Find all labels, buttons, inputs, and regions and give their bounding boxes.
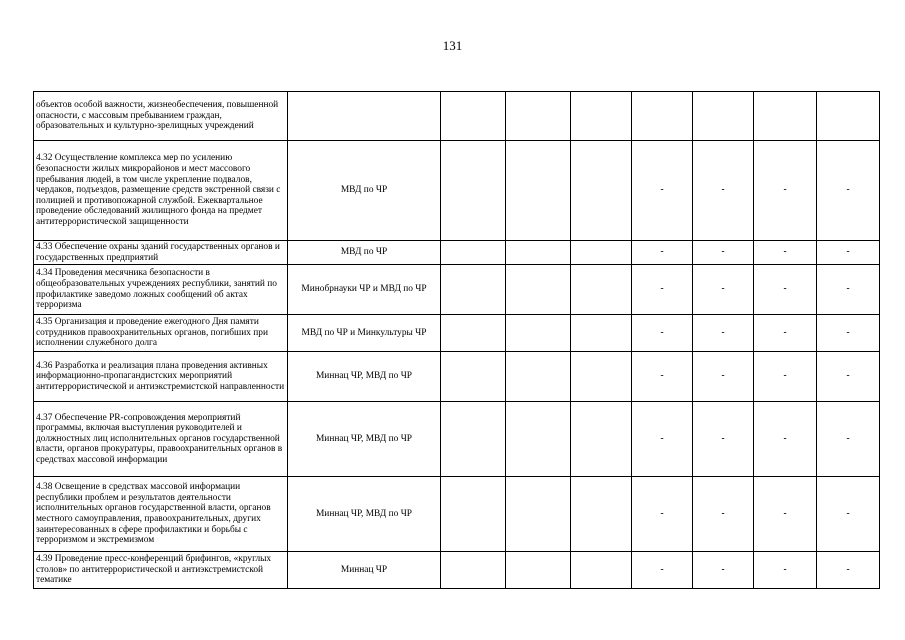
value-cell: - [632,552,693,589]
table-row [34,552,880,589]
value-cell [441,265,506,315]
executor-cell: МВД по ЧР [288,241,441,265]
value-cell: - [693,315,754,352]
value-cell [693,92,754,141]
value-cell [571,241,632,265]
value-cell: - [693,552,754,589]
value-cell [441,141,506,241]
value-cell [441,315,506,352]
value-cell [571,552,632,589]
value-cell: - [632,141,693,241]
value-cell [506,477,571,552]
page-number: 131 [442,38,463,53]
value-cell: - [693,477,754,552]
value-cell [571,265,632,315]
table-row [34,265,880,315]
value-cell [571,141,632,241]
value-cell [632,92,693,141]
value-cell: - [632,315,693,352]
value-cell [506,315,571,352]
value-cell [441,241,506,265]
value-cell [817,92,880,141]
value-cell: - [817,402,880,477]
value-cell: - [817,552,880,589]
value-cell [506,352,571,402]
value-cell: - [817,241,880,265]
value-cell: - [754,552,817,589]
executor-cell: МВД по ЧР [288,141,441,241]
table-body [34,92,880,589]
table-row [34,141,880,241]
value-cell: - [817,141,880,241]
value-cell: - [817,352,880,402]
executor-cell [288,92,441,141]
measure-text: 4.35 Организация и проведение ежегодного Дня памяти сотрудников правоохранительных органов, погибших при исполнении служебного долга [34,315,288,352]
executor-cell: Минобрнауки ЧР и МВД по ЧР [288,265,441,315]
measure-text: 4.34 Проведения месячника безопасности в общеобразовательных учреждениях республики, занятий по профилактике заведомо ложных сообщений об актах терроризма [34,265,288,315]
value-cell [506,92,571,141]
value-cell [441,352,506,402]
value-cell [571,352,632,402]
table-row [34,241,880,265]
value-cell [441,402,506,477]
value-cell: - [693,352,754,402]
value-cell: - [817,477,880,552]
value-cell [441,477,506,552]
value-cell: - [693,265,754,315]
value-cell: - [754,477,817,552]
value-cell [571,92,632,141]
value-cell: - [754,402,817,477]
value-cell: - [632,352,693,402]
value-cell [441,552,506,589]
executor-cell: Миннац ЧР, МВД по ЧР [288,402,441,477]
measures-table [33,91,880,589]
value-cell [506,241,571,265]
executor-cell: Миннац ЧР, МВД по ЧР [288,477,441,552]
value-cell [441,92,506,141]
value-cell: - [817,265,880,315]
value-cell: - [632,477,693,552]
executor-cell: Миннац ЧР, МВД по ЧР [288,352,441,402]
measure-text: 4.38 Освещение в средствах массовой информации республики проблем и результатов деятельности исполнительных органов государственной власти, органов местного самоуправления, правоохранительных, других заинтересованных в сфере профилактики и борьбы с терроризмом и экстремизмом [34,477,288,552]
value-cell: - [632,241,693,265]
measure-text: 4.32 Осуществление комплекса мер по усилению безопасности жилых микрорайонов и мест массового пребывания людей, в том числе укрепление подвалов, чердаков, подъездов, размещение средств экстренной связи с полицией и противопожарной службой. Ежеквартальное проведение обследований жилищного фонда на предмет антитеррористической защищенности [34,141,288,241]
executor-cell: Миннац ЧР [288,552,441,589]
value-cell [506,265,571,315]
value-cell: - [693,402,754,477]
value-cell [571,315,632,352]
value-cell [506,141,571,241]
value-cell [571,402,632,477]
value-cell [754,92,817,141]
measure-text: объектов особой важности, жизнеобеспечения, повышенной опасности, с массовым пребыванием граждан, образовательных и культурно-зрелищных учреждений [34,92,288,141]
value-cell: - [693,241,754,265]
measure-text: 4.37 Обеспечение PR-сопровождения мероприятий программы, включая выступления руководителей и должностных лиц исполнительных органов государственной власти, органов прокуратуры, правоохранительных органов в средствах массовой информации [34,402,288,477]
measure-text: 4.36 Разработка и реализация плана проведения активных информационно-пропагандистских мероприятий антитеррористической и антиэкстремистской направленности [34,352,288,402]
value-cell [571,477,632,552]
value-cell: - [632,265,693,315]
value-cell [506,552,571,589]
value-cell: - [754,141,817,241]
table-row [34,352,880,402]
value-cell [506,402,571,477]
value-cell: - [693,141,754,241]
table-row [34,92,880,141]
table-row [34,315,880,352]
measure-text: 4.33 Обеспечение охраны зданий государственных органов и государственных предприятий [34,241,288,265]
value-cell: - [754,352,817,402]
table-row [34,402,880,477]
executor-cell: МВД по ЧР и Минкультуры ЧР [288,315,441,352]
measure-text: 4.39 Проведение пресс-конференций брифингов, «круглых столов» по антитеррористической и антиэкстремистской тематике [34,552,288,589]
value-cell: - [754,315,817,352]
value-cell: - [632,402,693,477]
value-cell: - [754,241,817,265]
value-cell: - [817,315,880,352]
value-cell: - [754,265,817,315]
table-row [34,477,880,552]
